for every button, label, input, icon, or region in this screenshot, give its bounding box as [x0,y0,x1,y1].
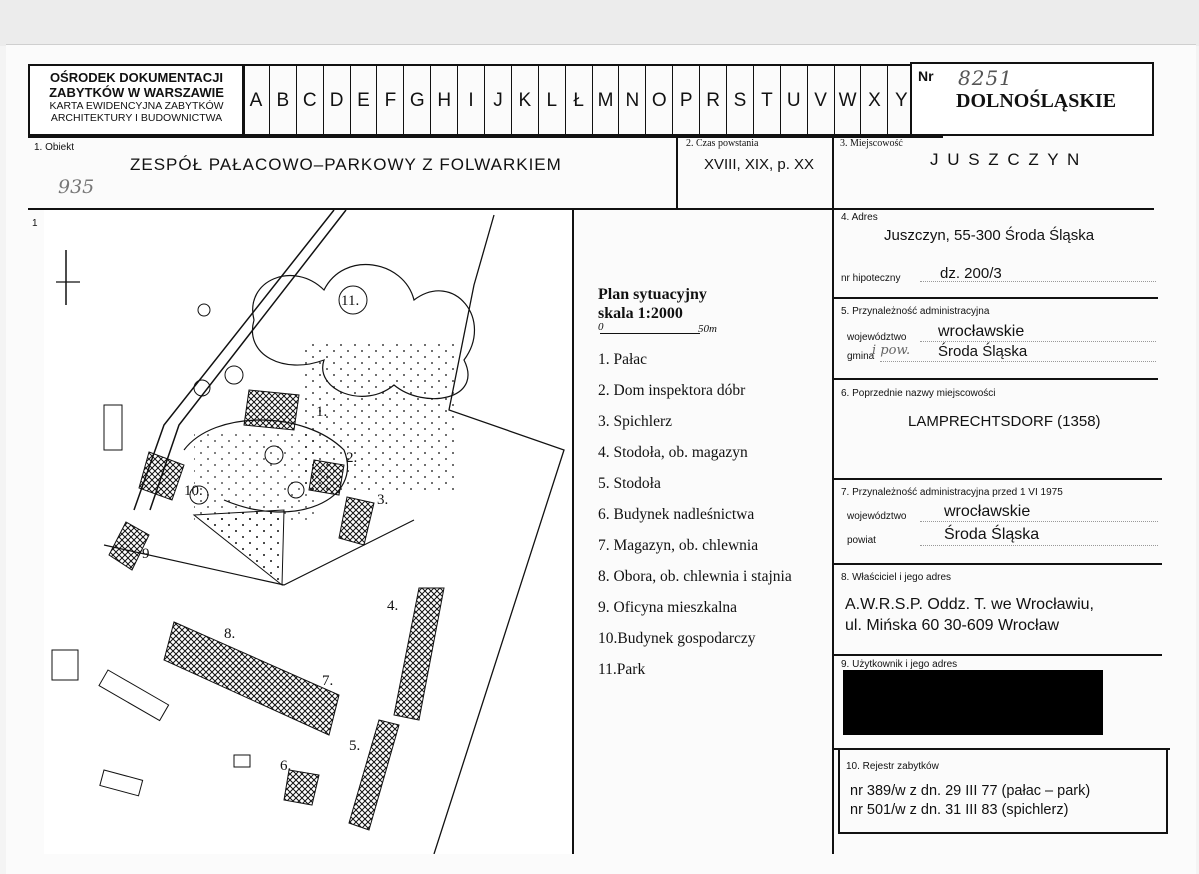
wojewodztwo-value: wrocławskie [938,323,1025,340]
index-letter: I [457,66,484,136]
rule [880,361,1156,362]
gmina-value: Środa Śląska [938,343,1028,360]
map-number: 6. [280,758,292,774]
rule [920,545,1158,546]
index-letter: W [834,66,861,136]
index-letter: B [269,66,296,136]
rejestr-line2: nr 501/w z dn. 31 III 83 (spichlerz) [850,802,1069,818]
wlasciciel-line1: A.W.R.S.P. Oddz. T. we Wrocławiu, [845,596,1094,613]
gmina-label: gmina [847,351,875,362]
map-number: 2. [346,450,358,466]
rule [834,378,1158,380]
map-number: 7. [322,673,334,689]
miejscowosc-value: J U S Z C Z Y N [930,150,1082,169]
rule [920,521,1158,522]
uzytkownik-label: 9. Użytkownik i jego adres [841,659,958,670]
site-plan-map [44,210,572,854]
legend-item: 11.Park [598,661,646,678]
map-number: 10. [184,483,203,499]
rule [28,134,1152,136]
index-letter: A [242,66,269,136]
legend-item: 8. Obora, ob. chlewnia i stajnia [598,568,792,585]
index-letter: X [860,66,887,136]
index-letter: N [618,66,645,136]
index-letter: Y [887,66,914,136]
index-letter: G [403,66,430,136]
index-letter: M [592,66,619,136]
legend-item: 5. Stodoła [598,475,661,492]
index-letter: C [296,66,323,136]
rule [834,563,1162,565]
rule [834,297,1158,299]
number-box [910,62,1154,136]
wojewodztwo1975-value: wrocławskie [944,503,1031,520]
wlasciciel-label: 8. Właściciel i jego adres [841,572,952,583]
rule [572,210,574,854]
obiekt-value: ZESPÓŁ PAŁACOWO–PARKOWY Z FOLWARKIEM [130,155,562,174]
index-letter: L [538,66,565,136]
map-number: 5. [349,738,361,754]
adres-label: 4. Adres [841,212,878,223]
rule [920,341,1156,342]
poprzednie-value: LAMPRECHTSDORF (1358) [908,413,1101,430]
card-type-2: ARCHITEKTURY I BUDOWNICTWA [50,112,223,124]
rejestr-label: 10. Rejestr zabytków [846,761,939,772]
map-legend [598,285,792,678]
index-letter: V [807,66,834,136]
index-letter: J [484,66,511,136]
index-letter: R [699,66,726,136]
legend-item: 9. Oficyna mieszkalna [598,599,738,616]
index-letter: D [323,66,350,136]
index-letter: K [511,66,538,136]
legend-item: 2. Dom inspektora dóbr [598,382,746,399]
admin-label: 5. Przynależność administracyjna [841,306,990,317]
nr-value: 8251 [958,66,1013,90]
obiekt-label: 1. Obiekt [34,142,75,153]
legend-item: 3. Spichlerz [598,413,673,430]
legend-title: Plan sytuacyjny [598,286,707,303]
rejestr-line1: nr 389/w z dn. 29 III 77 (pałac – park) [850,783,1091,799]
hipoteczny-label: nr hipoteczny [841,273,901,284]
map-number: 4. [387,598,399,614]
index-letter: P [672,66,699,136]
index-letter: H [430,66,457,136]
admin1975-label: 7. Przynależność administracyjna przed 1 VI 1975 [841,487,1063,498]
institution-box [28,64,245,138]
czas-value: XVIII, XIX, p. XX [704,156,815,173]
map-number: 9 [142,546,150,562]
redacted-block [843,670,1103,735]
institution-name-1: OŚRODEK DOKUMENTACJI [49,70,224,85]
index-letter: U [780,66,807,136]
index-letter: S [726,66,753,136]
legend-item: 4. Stodoła, ob. magazyn [598,444,748,461]
scale-bar-start: 0 [598,321,604,333]
region-name: DOLNOŚLĄSKIE [956,90,1117,112]
map-number: 11. [341,293,360,309]
powiat-label: powiat [847,535,876,546]
legend-item: 6. Budynek nadleśnictwa [598,506,755,523]
scan-top-strip [0,0,1199,46]
powiat-value: Środa Śląska [944,526,1040,543]
gmina-handnote: i pow. [872,343,911,358]
hipoteczny-value: dz. 200/3 [940,265,1002,282]
rule [676,134,678,210]
adres-value: Juszczyn, 55-300 Środa Śląska [884,227,1095,244]
alphabet-index [242,64,943,138]
poprzednie-label: 6. Poprzednie nazwy miejscowości [841,388,996,399]
rule [834,654,1162,656]
wlasciciel-line2: ul. Mińska 60 30-609 Wrocław [845,617,1060,634]
wojewodztwo-label: województwo [847,332,907,343]
legend-item: 7. Magazyn, ob. chlewnia [598,537,759,554]
nr-label: Nr [918,68,934,84]
map-field-number: 1 [32,218,38,229]
rule [832,134,834,854]
index-letter: T [753,66,780,136]
card-type-1: KARTA EWIDENCYJNA ZABYTKÓW [49,100,224,112]
legend-scale: skala 1:2000 [598,305,683,322]
index-letter: F [376,66,403,136]
index-letter: Ł [565,66,592,136]
institution-name-2: ZABYTKÓW W WARSZAWIE [49,85,224,100]
rule [834,478,1162,480]
scale-bar-end: 50m [698,323,717,335]
rejestr-box [838,750,1168,834]
map-number: 3. [377,492,389,508]
czas-label: 2. Czas powstania [686,138,759,149]
map-number: 8. [224,626,236,642]
scale-bar [598,321,717,341]
legend-item: 10.Budynek gospodarczy [598,630,756,647]
map-number: 1. [316,404,328,420]
miejscowosc-label: 3. Miejscowość [840,138,903,149]
obiekt-handnote: 935 [58,176,95,198]
index-letter: O [645,66,672,136]
wojewodztwo1975-label: województwo [847,511,907,522]
legend-item: 1. Pałac [598,351,648,368]
index-letter: E [350,66,377,136]
